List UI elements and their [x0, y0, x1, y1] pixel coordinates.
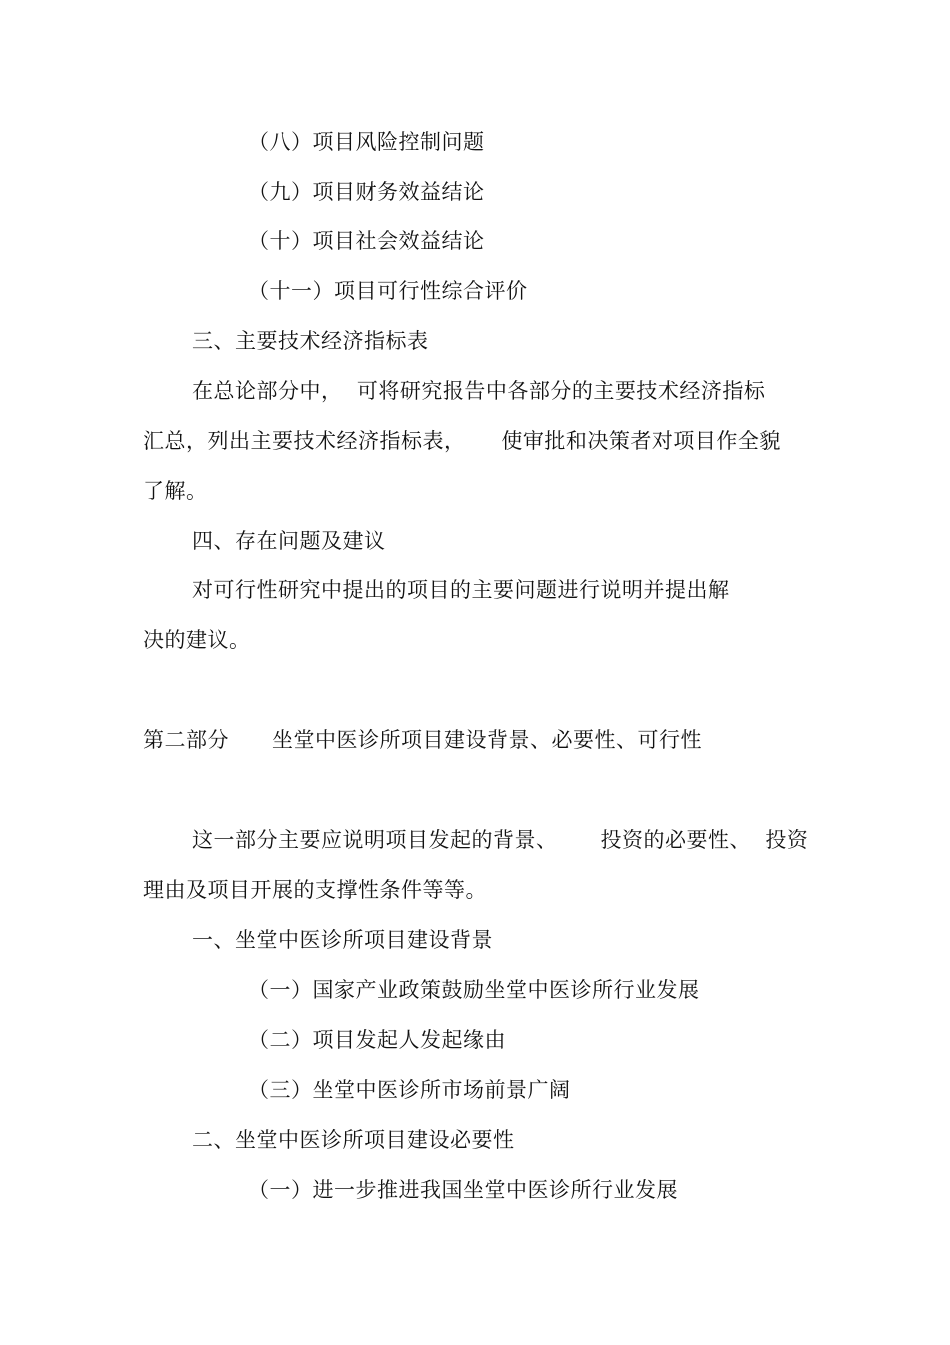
section-heading-2: 二、坐堂中医诊所项目建设必要性 [192, 1128, 515, 1152]
subsection-heading-8: （八）项目风险控制问题 [248, 130, 485, 154]
paragraph-line: 汇总，列出主要技术经济指标表， 使审批和决策者对项目作全貌 [143, 429, 781, 453]
subsection-heading-2: （二）项目发起人发起缘由 [248, 1028, 506, 1052]
paragraph-line: 对可行性研究中提出的项目的主要问题进行说明并提出解 [192, 578, 730, 602]
part-heading: 第二部分 坐堂中医诊所项目建设背景、必要性、可行性 [143, 728, 703, 752]
subsection-heading-11: （十一）项目可行性综合评价 [248, 279, 528, 303]
section-heading-4: 四、存在问题及建议 [192, 529, 386, 553]
section-heading-3: 三、主要技术经济指标表 [192, 329, 429, 353]
section-heading-1: 一、坐堂中医诊所项目建设背景 [192, 928, 493, 952]
paragraph-line: 决的建议。 [143, 628, 251, 652]
subsection-heading-3: （三）坐堂中医诊所市场前景广阔 [248, 1078, 571, 1102]
subsection-heading-1b: （一）进一步推进我国坐堂中医诊所行业发展 [248, 1178, 678, 1202]
paragraph-line: 在总论部分中， 可将研究报告中各部分的主要技术经济指标 [192, 379, 766, 403]
paragraph-line: 这一部分主要应说明项目发起的背景、 投资的必要性、 投资 [192, 828, 809, 852]
subsection-heading-10: （十）项目社会效益结论 [248, 229, 485, 253]
paragraph-line: 理由及项目开展的支撑性条件等等。 [143, 878, 487, 902]
paragraph-line: 了解。 [143, 479, 208, 503]
subsection-heading-1: （一）国家产业政策鼓励坐堂中医诊所行业发展 [248, 978, 700, 1002]
subsection-heading-9: （九）项目财务效益结论 [248, 180, 485, 204]
